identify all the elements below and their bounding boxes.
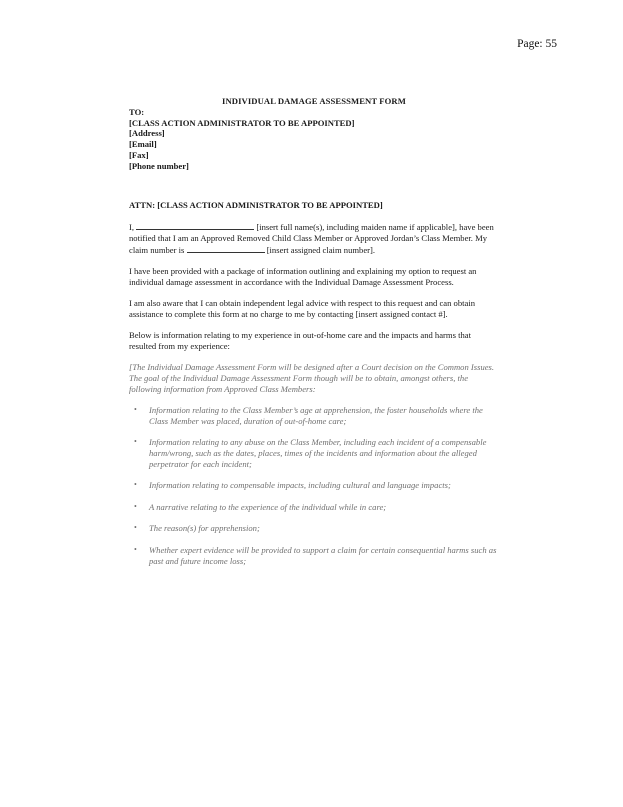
- legal-advice-paragraph: I am also aware that I can obtain independent legal advice with respect to this request and can obtain assistance to complete this form at no charge to me by contacting [insert assigned contact #].: [129, 298, 476, 320]
- recipient-phone: [Phone number]: [129, 160, 189, 171]
- page-number: Page: 55: [517, 38, 557, 50]
- claim-number-blank[interactable]: [187, 244, 265, 253]
- list-item: • Whether expert evidence will be provided to support a claim for certain consequential harms such as past and future income loss;: [134, 544, 497, 566]
- bullet-icon: •: [134, 501, 137, 511]
- recipient-fax: [Fax]: [129, 149, 149, 160]
- damage-assessment-form: [129, 96, 499, 577]
- list-item: • Information relating to any abuse on the Class Member, including each incident of a compensable harm/wrong, such as the dates, places, times of the incidents and information about the alleged perpetrator for each incident;: [134, 437, 487, 469]
- bullet-icon: •: [134, 544, 137, 554]
- claimant-statement: [129, 221, 499, 256]
- form-design-note: [The Individual Damage Assessment Form will be designed after a Court decision on the Common Issues. The goal of the Individual Damage Assessment Form though will be to obtain, amongst others, the following information from Approved Class Members:: [129, 362, 495, 395]
- attention-line: ATTN: [CLASS ACTION ADMINISTRATOR TO BE APPOINTED]: [129, 200, 383, 211]
- recipient-administrator: [CLASS ACTION ADMINISTRATOR TO BE APPOINTED]: [129, 117, 355, 128]
- information-list: [129, 405, 499, 566]
- bullet-icon: •: [134, 480, 137, 490]
- list-item: • A narrative relating to the experience of the individual while in care;: [134, 501, 387, 512]
- claimant-prefix: I,: [129, 222, 135, 233]
- list-item: • Information relating to the Class Member’s age at apprehension, the foster households where the Class Member was placed, duration of out-of-home care;: [134, 405, 483, 426]
- bullet-icon: •: [134, 405, 137, 415]
- list-item: • Information relating to compensable impacts, including cultural and language impacts;: [134, 480, 451, 491]
- to-label: TO:: [129, 107, 145, 117]
- claim-number-text: [insert assigned claim number].: [266, 245, 376, 256]
- recipient-email: [Email]: [129, 139, 157, 150]
- bullet-icon: •: [134, 523, 137, 533]
- recipient-address: [Address]: [129, 128, 165, 139]
- claimant-text: [insert full name(s), including maiden name if applicable], have been notified that I am an Approved Removed Child Class Member or Approved Jordan’s Class Member. My claim number is: [129, 222, 494, 256]
- full-name-blank[interactable]: [136, 221, 254, 230]
- experience-intro-paragraph: Below is information relating to my experience in out-of-home care and the impacts and harms that resulted from my experience:: [129, 330, 471, 352]
- form-title: INDIVIDUAL DAMAGE ASSESSMENT FORM: [222, 96, 406, 106]
- bullet-icon: •: [134, 437, 137, 447]
- list-item: • The reason(s) for apprehension;: [134, 523, 260, 534]
- recipient-block: [129, 107, 499, 171]
- information-package-paragraph: I have been provided with a package of information outlining and explaining my option to request an individual damage assessment in accordance with the Individual Damage Assessment Process.: [129, 266, 477, 288]
